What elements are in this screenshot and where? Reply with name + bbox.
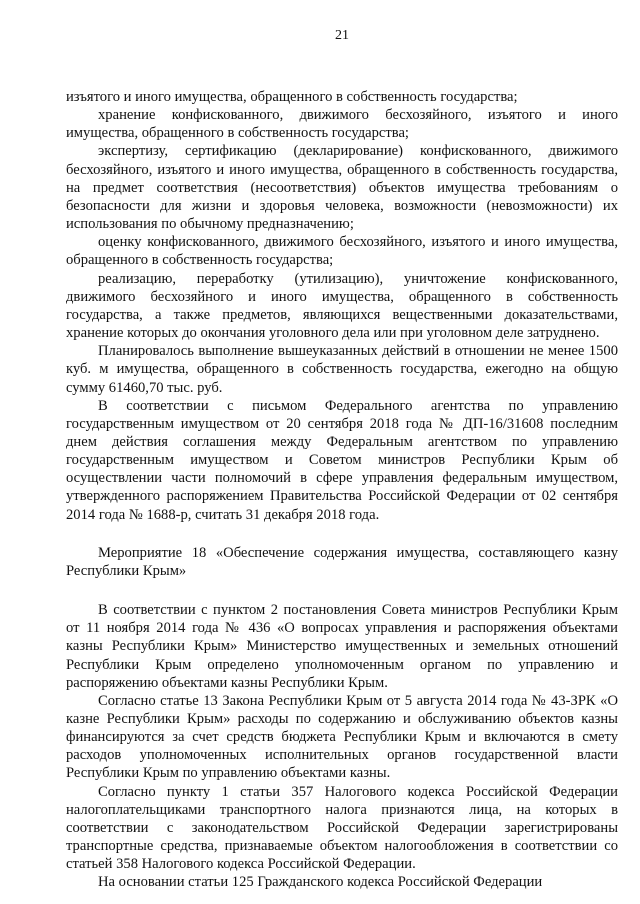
paragraph: экспертизу, сертификацию (декларирование) конфискованного, движимого бесхозяйного, изъятого и иного имущества, обращенного в собственность государства, на предмет соответствия (несоответствия) объектов имущества требованиям о безопасности для жизни и здоровья человека, возможности (невозможности) их использования по обычному предназначению; (66, 143, 618, 233)
paragraph: изъятого и иного имущества, обращенного в собственность государства; (66, 89, 518, 105)
document-page (66, 28, 618, 892)
paragraph: реализацию, переработку (утилизацию), уничтожение конфискованного, движимого бесхозяйного и иного имущества, обращенного в собственность государства, а также предметов, являющихся вещественными доказательствами, хранение которых до окончания уголовного дела или при уголовном деле затруднено. (66, 270, 618, 342)
paragraph: хранение конфискованного, движимого бесхозяйного, изъятого и иного имущества, обращенного в собственность государства; (66, 107, 618, 142)
paragraph: Планировалось выполнение вышеуказанных действий в отношении не менее 1500 куб. м имущества, обращенного в собственность государства, ежегодно на общую сумму 61460,70 тыс. руб. (66, 343, 618, 396)
paragraph: В соответствии с пунктом 2 постановления Совета министров Республики Крым от 11 ноября 2014 года № 436 «О вопросах управления и распоряжения объектами казны Республики Крым» Министерство имущественных и земельных отношений Республики Крым определено уполномоченным органом по управлению и распоряжению объектами казны Республики Крым. (66, 602, 618, 691)
paragraph: На основании статьи 125 Гражданского кодекса Российской Федерации (98, 874, 543, 891)
paragraph: Согласно статье 13 Закона Республики Крым от 5 августа 2014 года № 43-ЗРК «О казне Республики Крым» расходы по содержанию и обслуживанию объектов казны финансируются за счет средств бюджета Республики Крым и включаются в смету расходов уполномоченных исполнительных органов государственной власти Республики Крым по управлению объектами казны. (66, 692, 618, 782)
paragraph: В соответствии с письмом Федерального агентства по управлению государственным имуществом от 20 сентября 2018 года № ДП-16/31608 последним днем действия соглашения между Федеральным агентством по управлению государственным имуществом и Советом министров Республики Крым об осуществлении части полномочий в сфере управления федеральным имуществом, утвержденного распоряжением Правительства Российской Федерации от 02 сентября 2014 года № 1688-р, считать 31 декабря 2018 года. (66, 397, 618, 523)
paragraph: оценку конфискованного, движимого бесхозяйного, изъятого и иного имущества, обращенного в собственность государства; (66, 234, 618, 269)
section-heading: Мероприятие 18 «Обеспечение содержания имущества, составляющего казну Республики Крым» (66, 544, 618, 579)
body-text (66, 88, 618, 892)
paragraph: Согласно пункту 1 статьи 357 Налогового кодекса Российской Федерации налогоплательщиками транспортного налога признаются лица, на которых в соответствии с законодательством Российской Федерации зарегистрированы транспортные средства, признаваемые объектом налогообложения в соответствии со статьей 358 Налогового кодекса Российской Федерации. (66, 783, 618, 873)
page-number: 21 (335, 28, 349, 43)
